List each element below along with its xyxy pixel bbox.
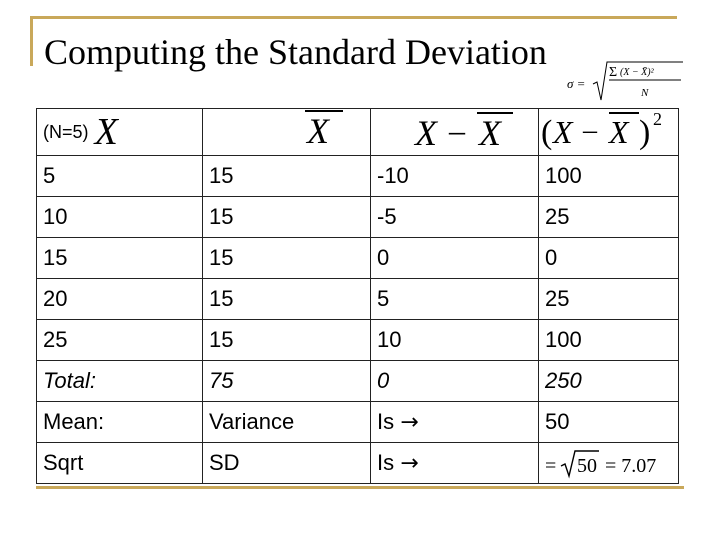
svg-text:σ =: σ = — [567, 76, 586, 91]
x-symbol: X — [94, 111, 118, 153]
squared-deviation-symbol — [541, 109, 679, 151]
title-frame-top — [30, 16, 677, 19]
sd-result-formula — [545, 446, 679, 480]
is-label — [371, 443, 539, 484]
variance-value: 50 — [539, 402, 679, 443]
header-deviation — [371, 109, 539, 156]
cell-mean: 15 — [203, 197, 371, 238]
cell-mean: 15 — [203, 320, 371, 361]
total-deviation: 0 — [371, 361, 539, 402]
cell-squared: 25 — [539, 197, 679, 238]
cell-x: 15 — [37, 238, 203, 279]
cell-mean: 15 — [203, 279, 371, 320]
cell-squared: 0 — [539, 238, 679, 279]
table-row — [37, 279, 679, 320]
svg-text:50: 50 — [577, 455, 597, 477]
svg-text:–: – — [449, 112, 465, 148]
cell-squared: 25 — [539, 279, 679, 320]
cell-x: 5 — [37, 156, 203, 197]
cell-deviation: -10 — [371, 156, 539, 197]
svg-text:X: X — [553, 114, 573, 150]
bottom-accent-line — [36, 486, 684, 489]
cell-squared: 100 — [539, 320, 679, 361]
svg-text:X: X — [609, 114, 629, 150]
total-squared: 250 — [539, 361, 679, 402]
table-row — [37, 320, 679, 361]
sd-formula-graphic — [565, 56, 685, 104]
table-row — [37, 197, 679, 238]
table-row — [37, 238, 679, 279]
arrow-right-icon: → — [400, 410, 419, 435]
sqrt-row — [37, 443, 679, 484]
header-xbar — [203, 109, 371, 156]
svg-text:= 7.07: = 7.07 — [605, 455, 657, 477]
cell-x: 20 — [37, 279, 203, 320]
cell-deviation: 5 — [371, 279, 539, 320]
variance-label: Variance — [203, 402, 371, 443]
cell-x: 10 — [37, 197, 203, 238]
n-label: (N=5) — [43, 122, 89, 142]
cell-x: 25 — [37, 320, 203, 361]
cell-mean: 15 — [203, 238, 371, 279]
mean-row — [37, 402, 679, 443]
svg-text:–: – — [583, 115, 597, 146]
header-squared-deviation — [539, 109, 679, 156]
cell-deviation: -5 — [371, 197, 539, 238]
header-row — [37, 109, 679, 156]
x-bar-symbol — [209, 109, 359, 149]
is-text: Is — [377, 450, 395, 475]
svg-text:Σ: Σ — [609, 65, 618, 80]
cell-deviation: 0 — [371, 238, 539, 279]
sqrt-label: Sqrt — [37, 443, 203, 484]
svg-text:): ) — [639, 114, 651, 151]
mean-label: Mean: — [37, 402, 203, 443]
is-label — [371, 402, 539, 443]
table-row — [37, 156, 679, 197]
header-x — [37, 109, 203, 156]
slide-title: Computing the Standard Deviation — [44, 32, 547, 72]
svg-text:X: X — [307, 111, 329, 151]
sd-table — [36, 108, 679, 484]
sd-result-cell — [539, 443, 679, 484]
total-label: Total: — [37, 361, 203, 402]
svg-text:(: ( — [541, 114, 553, 151]
cell-mean: 15 — [203, 156, 371, 197]
sd-label: SD — [203, 443, 371, 484]
svg-text:(X − X̄)²: (X − X̄)² — [620, 67, 654, 78]
svg-text:2: 2 — [653, 109, 662, 129]
title-frame-left — [30, 16, 33, 66]
svg-text:X: X — [479, 113, 501, 153]
x-minus-xbar-symbol — [377, 109, 537, 153]
is-text: Is — [377, 409, 395, 434]
svg-text:N: N — [641, 87, 649, 99]
svg-text:X: X — [415, 113, 437, 153]
arrow-right-icon: → — [400, 451, 419, 476]
svg-text:=: = — [545, 455, 557, 477]
total-x: 75 — [203, 361, 371, 402]
cell-squared: 100 — [539, 156, 679, 197]
total-row — [37, 361, 679, 402]
cell-deviation: 10 — [371, 320, 539, 361]
